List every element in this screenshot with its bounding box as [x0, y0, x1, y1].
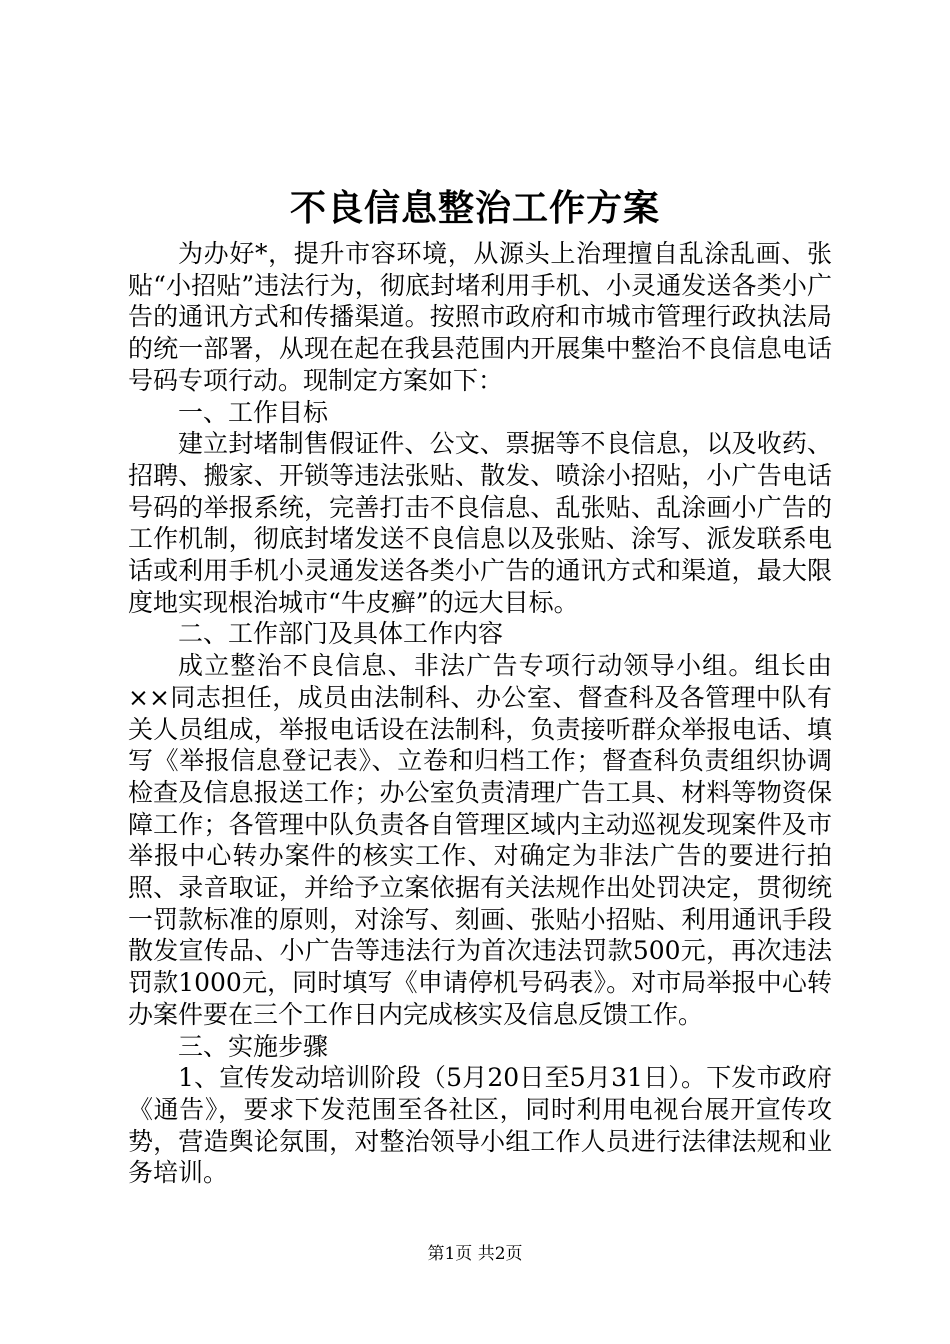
section-heading-goals: 一、工作目标 [178, 397, 329, 427]
page-footer: 第1页 共2页 [427, 1244, 523, 1264]
goals-paragraph: 建立封堵制售假证件、公文、票据等不良信息，以及收药、招聘、搬家、开锁等违法张贴、散发、喷涂小招贴，小广告电话号码的举报系统，完善打击不良信息、乱张贴、乱涂画小广告的工作机制，彻底封堵发送不良信息以及张贴、涂写、派发联系电话或利用手机小灵通发送各类小广告的通讯方式和渠道，最大限度地实现根治城市“牛皮癣”的远大目标。 [128, 429, 832, 617]
steps-paragraph-1: 1、宣传发动培训阶段（5月20日至5月31日）。下发市政府《通告》，要求下发范围至各社区，同时利用电视台展开宣传攻势，营造舆论氛围，对整治领导小组工作人员进行法律法规和业务培训。 [128, 1063, 832, 1188]
section-heading-departments: 二、工作部门及具体工作内容 [178, 619, 504, 649]
document-title: 不良信息整治工作方案 [289, 187, 660, 229]
document-body [128, 238, 832, 1189]
intro-paragraph: 为办好*，提升市容环境，从源头上治理擅自乱涂乱画、张贴“小招贴”违法行为，彻底封堵利用手机、小灵通发送各类小广告的通讯方式和传播渠道。按照市政府和市城市管理行政执法局的统一部署，从现在起在我县范围内开展集中整治不良信息电话号码专项行动。现制定方案如下： [128, 239, 832, 395]
section-heading-steps: 三、实施步骤 [178, 1031, 329, 1061]
departments-paragraph: 成立整治不良信息、非法广告专项行动领导小组。组长由××同志担任，成员由法制科、办公室、督查科及各管理中队有关人员组成，举报电话设在法制科，负责接听群众举报电话、填写《举报信息登记表》、立卷和归档工作；督查科负责组织协调检查及信息报送工作；办公室负责清理广告工具、材料等物资保障工作；各管理中队负责各自管理区域内主动巡视发现案件及市举报中心转办案件的核实工作、对确定为非法广告的要进行拍照、录音取证，并给予立案依据有关法规作出处罚决定，贯彻统一罚款标准的原则，对涂写、刻画、张贴小招贴、利用通讯手段散发宣传品、小广告等违法行为首次违法罚款500元，再次违法罚款1000元，同时填写《申请停机号码表》。对市局举报中心转办案件要在三个工作日内完成核实及信息反馈工作。 [128, 651, 832, 1029]
